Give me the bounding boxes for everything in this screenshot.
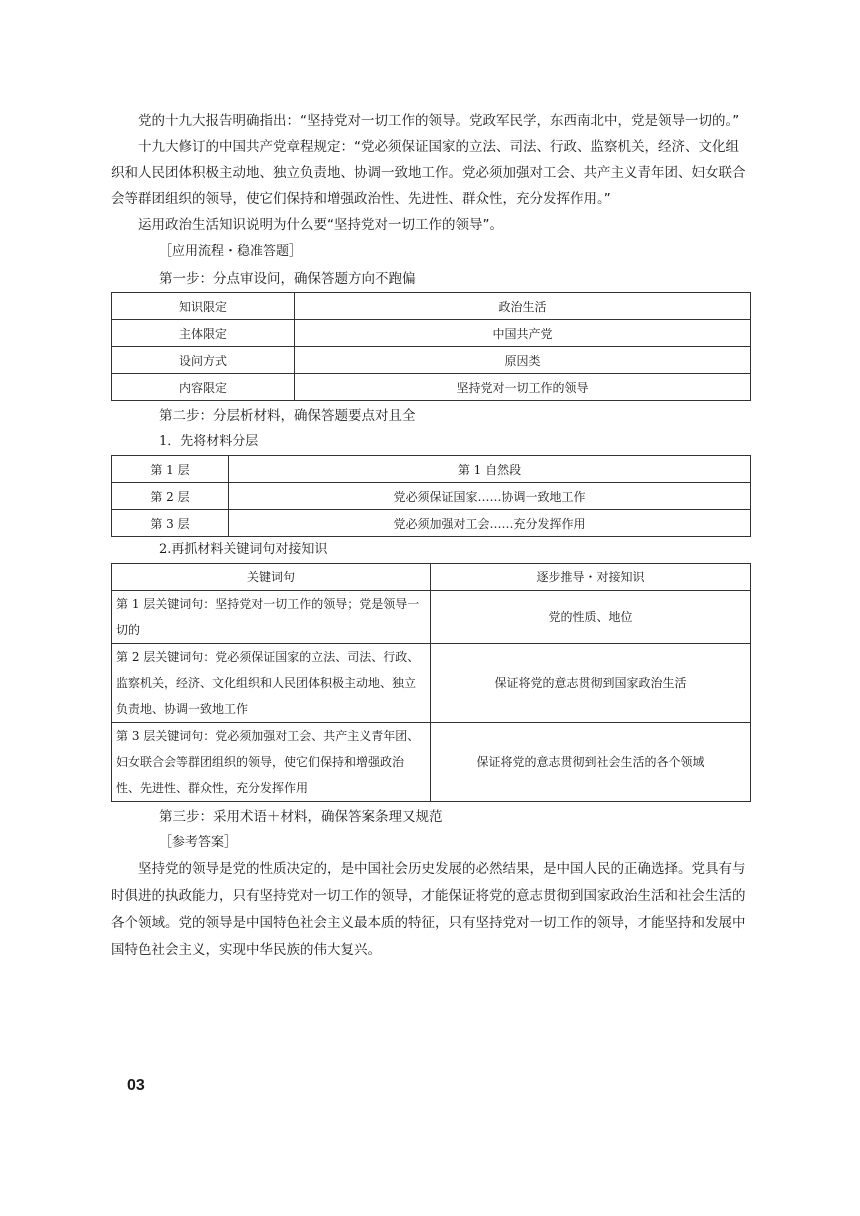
table-cell-label: 主体限定 <box>112 320 295 347</box>
intro-paragraph-1: 党的十九大报告明确指出：“坚持党对一切工作的领导。党政军民学，东西南北中，党是领导一切的。” <box>138 113 740 129</box>
column-header: 逐步推导・对接知识 <box>431 564 751 591</box>
table-cell-value: 中国共产党 <box>295 320 751 347</box>
step2-title: 第二步：分层析材料，确保答题要点对且全 <box>159 408 416 424</box>
table-row <box>112 347 751 374</box>
table-cell-label: 第 3 层 <box>112 510 229 537</box>
table-row <box>112 723 751 802</box>
table-cell-label: 内容限定 <box>112 374 295 401</box>
table-cell-value: 党必须加强对工会……充分发挥作用 <box>229 510 751 537</box>
table-cell-key: 第 2 层关键词句：党必须保证国家的立法、司法、行政、监察机关，经济、文化组织和人民团体积极主动地、独立负责地、协调一致地工作 <box>112 644 431 723</box>
table-cell-key: 第 1 层关键词句：坚持党对一切工作的领导；党是领导一切的 <box>112 591 431 644</box>
intro-paragraph-2: 十九大修订的中国共产党章程规定：“党必须保证国家的立法、司法、行政、监察机关，经济、文化组织和人民团体积极主动地、独立负责地、协调一致地工作。党必须加强对工会、共产主义青年团、妇女联合会等群团组织的领导，使它们保持和增强政治性、先进性、群众性，充分发挥作用。” <box>111 139 746 207</box>
reference-answer-label: ［参考答案］ <box>159 835 238 850</box>
step2-subtitle-2: 2.再抓材料关键词句对接知识 <box>159 542 328 557</box>
keywords-table <box>111 563 751 802</box>
table-cell-knowledge: 党的性质、地位 <box>431 591 751 644</box>
step2-subtitle-1: 1．先将材料分层 <box>159 434 259 449</box>
section-label: ［应用流程・稳准答题］ <box>159 244 303 259</box>
table-row <box>112 320 751 347</box>
column-header: 关键词句 <box>112 564 431 591</box>
table-row <box>112 293 751 320</box>
table-cell-label: 设问方式 <box>112 347 295 374</box>
table-cell-knowledge: 保证将党的意志贯彻到社会生活的各个领域 <box>431 723 751 802</box>
table-header-row <box>112 564 751 591</box>
reference-answer: 坚持党的领导是党的性质决定的，是中国社会历史发展的必然结果，是中国人民的正确选择。党具有与时俱进的执政能力，只有坚持党对一切工作的领导，才能保证将党的意志贯彻到国家政治生活和社会生活的各个领域。党的领导是中国特色社会主义最本质的特征，只有坚持党对一切工作的领导，才能坚持和发展中国特色社会主义，实现中华民族的伟大复兴。 <box>111 861 746 958</box>
table-cell-value: 第 1 自然段 <box>229 456 751 483</box>
table-cell-knowledge: 保证将党的意志贯彻到国家政治生活 <box>431 644 751 723</box>
table-cell-label: 第 2 层 <box>112 483 229 510</box>
table-cell-value: 党必须保证国家……协调一致地工作 <box>229 483 751 510</box>
question-text: 运用政治生活知识说明为什么要“坚持党对一切工作的领导”。 <box>138 217 503 233</box>
document-body <box>111 108 751 964</box>
table-row <box>112 483 751 510</box>
table-cell-value: 坚持党对一切工作的领导 <box>295 374 751 401</box>
table-row <box>112 456 751 483</box>
page-number: 03 <box>127 1077 145 1094</box>
table-row <box>112 510 751 537</box>
step1-table <box>111 292 751 401</box>
table-row <box>112 374 751 401</box>
table-cell-value: 政治生活 <box>295 293 751 320</box>
layers-table <box>111 455 751 537</box>
table-cell-label: 第 1 层 <box>112 456 229 483</box>
table-cell-key: 第 3 层关键词句：党必须加强对工会、共产主义青年团、妇女联合会等群团组织的领导，使它们保持和增强政治性、先进性、群众性，充分发挥作用 <box>112 723 431 802</box>
step3-title: 第三步：采用术语＋材料，确保答案条理又规范 <box>159 809 443 825</box>
table-cell-label: 知识限定 <box>112 293 295 320</box>
table-row <box>112 644 751 723</box>
table-row <box>112 591 751 644</box>
step1-title: 第一步：分点审设问，确保答题方向不跑偏 <box>159 271 416 287</box>
table-cell-value: 原因类 <box>295 347 751 374</box>
